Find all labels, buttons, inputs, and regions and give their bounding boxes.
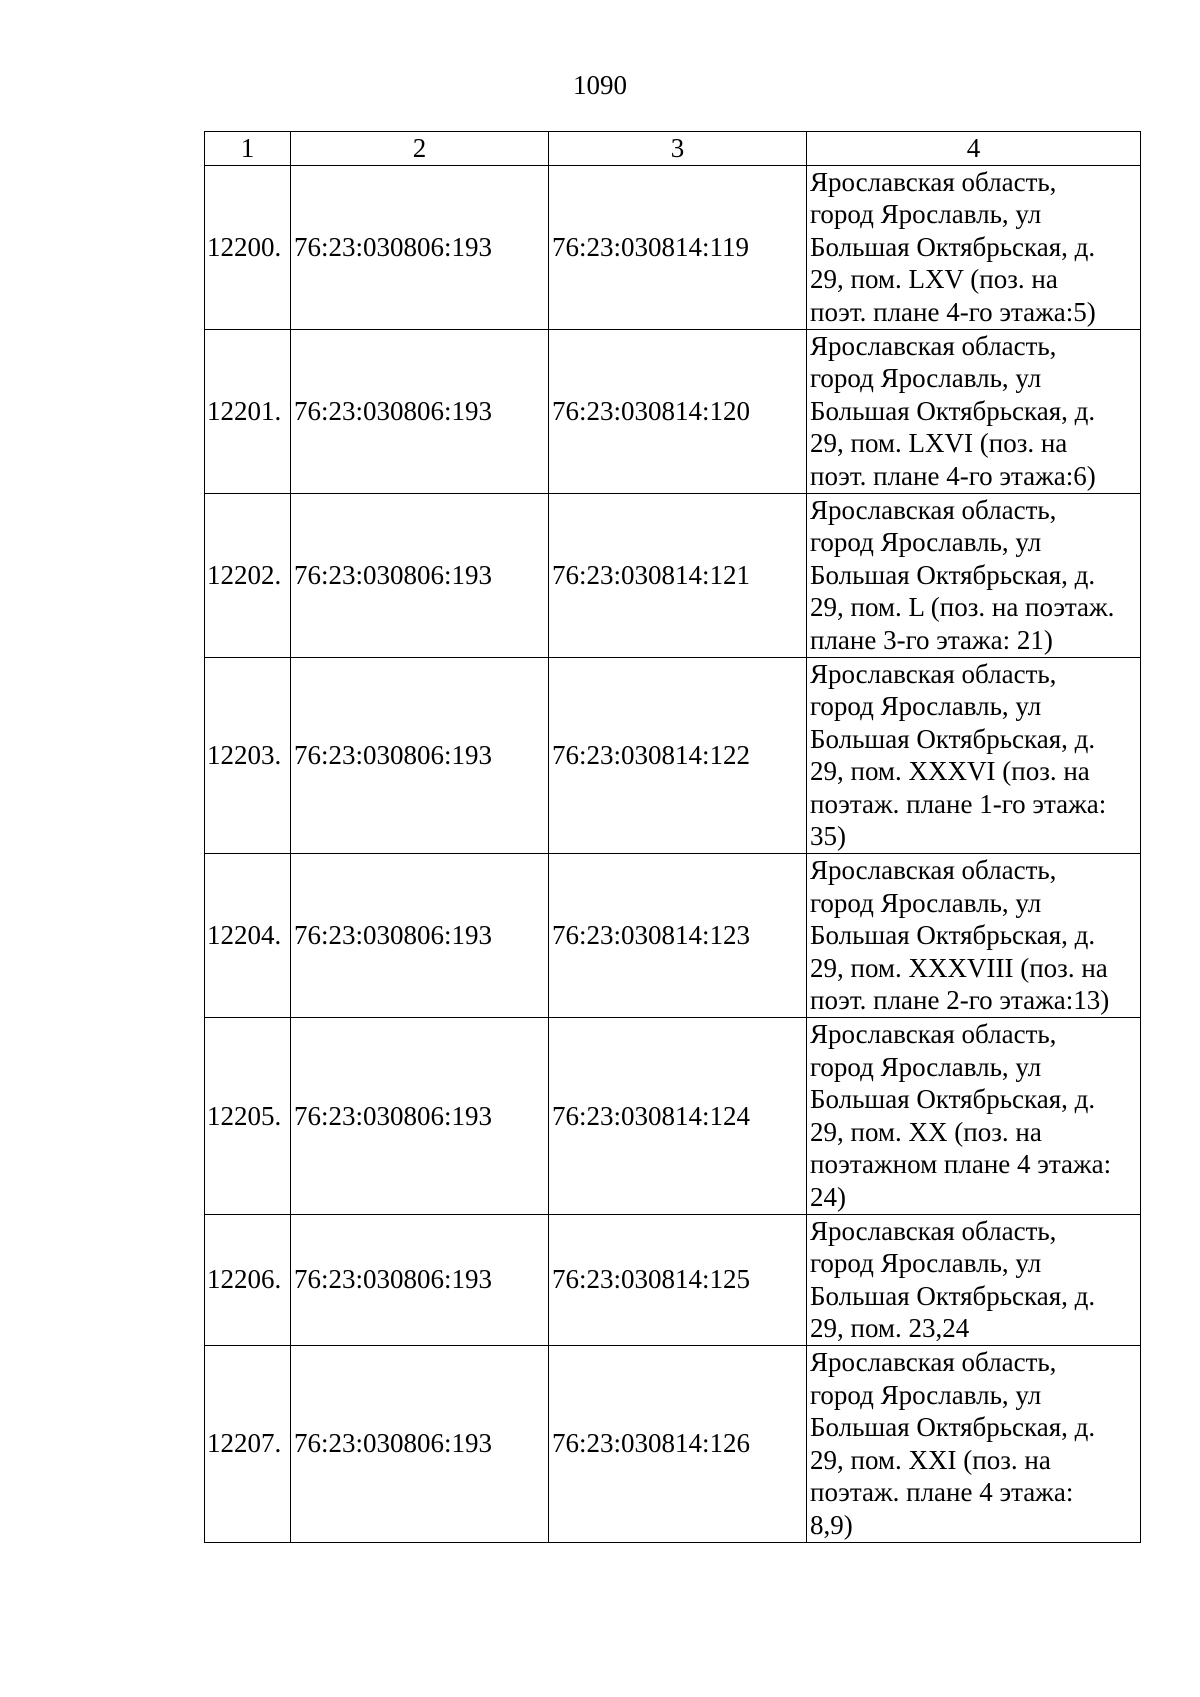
- address-cell: Ярославская область, город Ярославль, ул Большая Октябрьская, д. 29, пом. XXXVIII (поз. на поэт. плане 2-го этажа:13): [807, 854, 1141, 1018]
- object-cadastral-number-cell: 76:23:030814:124: [549, 1018, 807, 1215]
- row-number-cell: 12201.: [205, 329, 291, 493]
- table-row: [205, 1214, 1141, 1345]
- table-row: [205, 165, 1141, 329]
- parcel-cadastral-number-cell: 76:23:030806:193: [291, 165, 549, 329]
- page-number: 1090: [573, 70, 627, 100]
- row-number-cell: 12200.: [205, 165, 291, 329]
- address-cell: Ярославская область, город Ярославль, ул Большая Октябрьская, д. 29, пом. XX (поз. на поэтажном плане 4 этажа: 24): [807, 1018, 1141, 1215]
- address-cell: Ярославская область, город Ярославль, ул Большая Октябрьская, д. 29, пом. LXVI (поз. на поэт. плане 4-го этажа:6): [807, 329, 1141, 493]
- address-cell: Ярославская область, город Ярославль, ул Большая Октябрьская, д. 29, пом. XXI (поз. на поэтаж. плане 4 этажа: 8,9): [807, 1345, 1141, 1542]
- parcel-cadastral-number-cell: 76:23:030806:193: [291, 1018, 549, 1215]
- object-cadastral-number-cell: 76:23:030814:122: [549, 657, 807, 854]
- table-row: [205, 854, 1141, 1018]
- table-row: [205, 657, 1141, 854]
- row-number-cell: 12203.: [205, 657, 291, 854]
- table-row: [205, 493, 1141, 657]
- object-cadastral-number-cell: 76:23:030814:119: [549, 165, 807, 329]
- address-cell: Ярославская область, город Ярославль, ул Большая Октябрьская, д. 29, пом. LXV (поз. на поэт. плане 4-го этажа:5): [807, 165, 1141, 329]
- parcel-cadastral-number-cell: 76:23:030806:193: [291, 1345, 549, 1542]
- row-number-cell: 12204.: [205, 854, 291, 1018]
- parcel-cadastral-number-cell: 76:23:030806:193: [291, 1214, 549, 1345]
- column-header-1: 1: [205, 132, 291, 166]
- registry-table: [204, 131, 1141, 1543]
- address-cell: Ярославская область, город Ярославль, ул Большая Октябрьская, д. 29, пом. XXXVI (поз. на поэтаж. плане 1-го этажа: 35): [807, 657, 1141, 854]
- address-cell: Ярославская область, город Ярославль, ул Большая Октябрьская, д. 29, пом. L (поз. на поэтаж. плане 3-го этажа: 21): [807, 493, 1141, 657]
- registry-table-body: [205, 132, 1141, 1543]
- address-cell: Ярославская область, город Ярославль, ул Большая Октябрьская, д. 29, пом. 23,24: [807, 1214, 1141, 1345]
- object-cadastral-number-cell: 76:23:030814:121: [549, 493, 807, 657]
- parcel-cadastral-number-cell: 76:23:030806:193: [291, 657, 549, 854]
- row-number-cell: 12205.: [205, 1018, 291, 1215]
- column-header-3: 3: [549, 132, 807, 166]
- table-row: [205, 1018, 1141, 1215]
- object-cadastral-number-cell: 76:23:030814:123: [549, 854, 807, 1018]
- table-row: [205, 329, 1141, 493]
- parcel-cadastral-number-cell: 76:23:030806:193: [291, 493, 549, 657]
- column-header-2: 2: [291, 132, 549, 166]
- row-number-cell: 12202.: [205, 493, 291, 657]
- parcel-cadastral-number-cell: 76:23:030806:193: [291, 854, 549, 1018]
- row-number-cell: 12207.: [205, 1345, 291, 1542]
- table-row: [205, 1345, 1141, 1542]
- parcel-cadastral-number-cell: 76:23:030806:193: [291, 329, 549, 493]
- object-cadastral-number-cell: 76:23:030814:120: [549, 329, 807, 493]
- object-cadastral-number-cell: 76:23:030814:126: [549, 1345, 807, 1542]
- table-header-row: [205, 132, 1141, 166]
- row-number-cell: 12206.: [205, 1214, 291, 1345]
- object-cadastral-number-cell: 76:23:030814:125: [549, 1214, 807, 1345]
- column-header-4: 4: [807, 132, 1141, 166]
